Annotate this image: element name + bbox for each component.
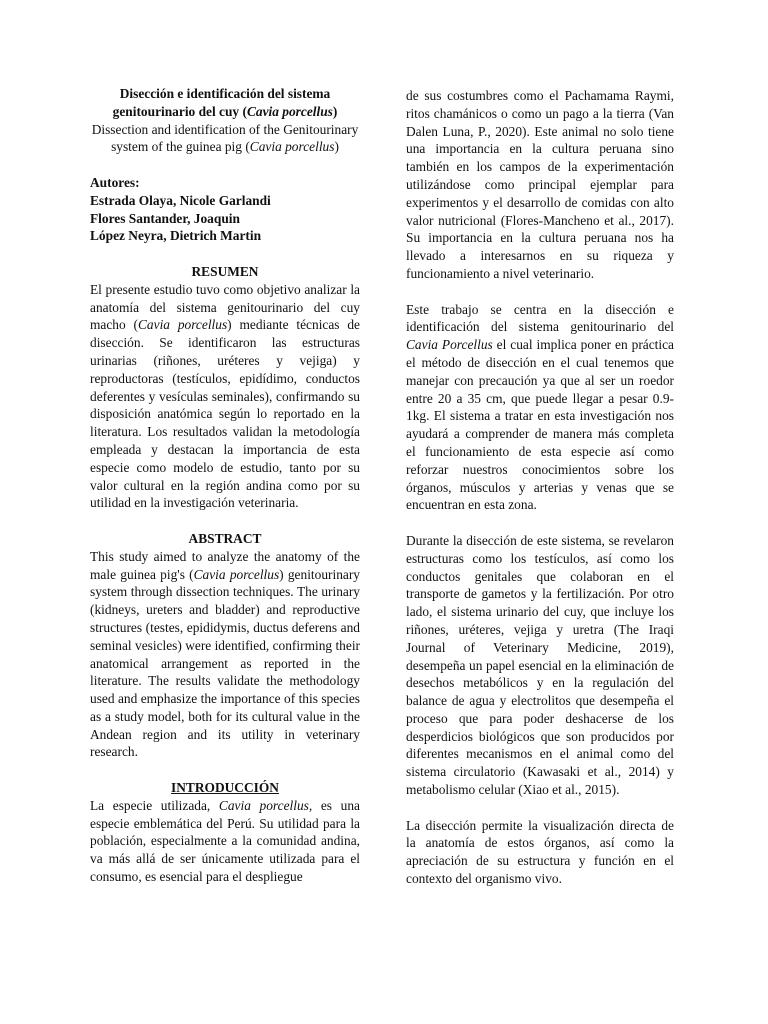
left-column bbox=[90, 85, 360, 886]
abstract-text-cont: ) genitourinary system through dissection techniques. The urinary (kidneys, ureters and bladder) and reproductive structures (testes, epididymis, ductus deferens and seminal vesicles) were identified, confirming their anatomical arrangement as reported in the literature. The results validate the methodology used and emphasize the importance of this species as a study model, both for its cultural value in the Andean region and its utility in veterinary research. bbox=[90, 566, 361, 760]
resumen-species: Cavia porcellus bbox=[138, 317, 228, 333]
title-en-species: Cavia porcellus bbox=[249, 139, 335, 155]
authors-label: Autores: bbox=[90, 174, 140, 190]
abstract-text: This study aimed to analyze the anatomy of the male guinea pig's ( bbox=[90, 548, 360, 582]
resumen-paragraph bbox=[90, 281, 360, 512]
title-en-text-end: ) bbox=[334, 139, 339, 155]
intro-p2-text-cont: el cual implica poner en práctica el método de disección en el cual tenemos que manejar con precaución ya que al ser un roedor entre 20 a 35 cm, que puede llegar a pesar 0.9-1kg. El sistema a tratar en esta investigación nos ayudará a comprender de manera más completa el funcionamiento de esta especie así como reforzar nuestros conocimientos sobre los órganos, músculos y arterias y venas que se encuentran en esta zona. bbox=[406, 337, 674, 513]
intro-paragraph-2 bbox=[406, 301, 674, 515]
resumen-heading: RESUMEN bbox=[191, 263, 259, 279]
right-column bbox=[406, 87, 674, 888]
intro-p1-text-right: de sus costumbres como el Pachamama Raymi, ritos chamánicos o como un pago a la tierra (Van Dalen Luna, P., 2020). Este animal no solo tiene una importancia en la cultura peruana sino también en los campos de la experimentación utilizándose como principal ejemplar para experimentos y el desarrollo de comidas con alto valor nutricional (Flores-Mancheno et al., 2017). Su importancia en la cultura peruana nos ha llevado a interesarnos en su riqueza y funcionamiento a nivel veterinario. bbox=[406, 88, 674, 281]
intro-paragraph-3: Durante la disección de este sistema, se revelaron estructuras como los testículos, así como los conductos genitales que colaboran en el transporte de gametos y la fertilización. Por otro lado, el sistema urinario del cuy, que incluye los riñones, uréteres, vejiga y uretra (The Iraqi Journal of Veterinary Medicine, 2019), desempeña un papel esencial en la eliminación de desechos metabólicos y en la regulación del balance de agua y electrolitos que desempeña el proceso que para poder deshacerse de los desperdicios biológicos que son producidos por diferentes mecanismos en el animal como del sistema circulatorio (Kawasaki et al., 2014) y metabolismo celular (Xiao et al., 2015). bbox=[406, 532, 674, 798]
intro-p1-text-left: es una especie emblemática del Perú. Su utilidad para la población, especialmente a la comunidad andina, va más allá de ser únicamente utilizada para el consumo, es esencial para el despliegue bbox=[90, 797, 360, 885]
author-name: Estrada Olaya, Nicole Garlandi bbox=[90, 192, 271, 208]
title-es-species: Cavia porcellus bbox=[246, 103, 333, 119]
title-es-text-end: ) bbox=[332, 103, 338, 119]
intro-p1-species: Cavia porcellus, bbox=[218, 797, 313, 813]
resumen-text: El presente estudio tuvo como objetivo analizar la anatomía del sistema genitourinario del cuy macho ( bbox=[90, 281, 360, 333]
intro-p2-text: Este trabajo se centra en la disección e identificación del sistema genitourinario del bbox=[406, 301, 674, 335]
title-es-text: Disección e identificación del sistema genitourinario del cuy ( bbox=[112, 86, 331, 119]
author-name: López Neyra, Dietrich Martin bbox=[90, 228, 262, 244]
abstract-heading: ABSTRACT bbox=[188, 530, 262, 546]
intro-p2-species: Cavia Porcellus bbox=[406, 337, 493, 353]
title-english bbox=[90, 121, 360, 157]
abstract-species: Cavia porcellus bbox=[193, 566, 280, 582]
intro-p1-text: La especie utilizada, bbox=[90, 797, 219, 813]
intro-paragraph-1-continued bbox=[406, 87, 674, 283]
title-spanish bbox=[90, 85, 360, 121]
introduccion-heading: INTRODUCCIÓN bbox=[171, 780, 279, 796]
resumen-text-cont: ) mediante técnicas de disección. Se identificaron las estructuras urinarias (riñones, uréteres y vejiga) y reproductoras (testículos, epidídimo, conductos deferentes y vesículas seminales), confirmando su disposición anatómica según lo reportado en la literatura. Los resultados validan la metodología empleada y destacan la importancia de esta especie como modelo de estudio, tanto por su valor cultural en la región andina como por su utilidad en la investigación veterinaria. bbox=[90, 317, 361, 511]
abstract-paragraph bbox=[90, 548, 360, 762]
author-name: Flores Santander, Joaquin bbox=[90, 210, 240, 226]
title-en-text: Dissection and identification of the Genitourinary system of the guinea pig ( bbox=[91, 121, 359, 155]
authors-block bbox=[90, 174, 360, 245]
intro-paragraph-4: La disección permite la visualización directa de la anatomía de estos órganos, así como la apreciación de su estructura y función en el contexto del organismo vivo. bbox=[406, 817, 674, 887]
intro-paragraph-1 bbox=[90, 797, 360, 886]
